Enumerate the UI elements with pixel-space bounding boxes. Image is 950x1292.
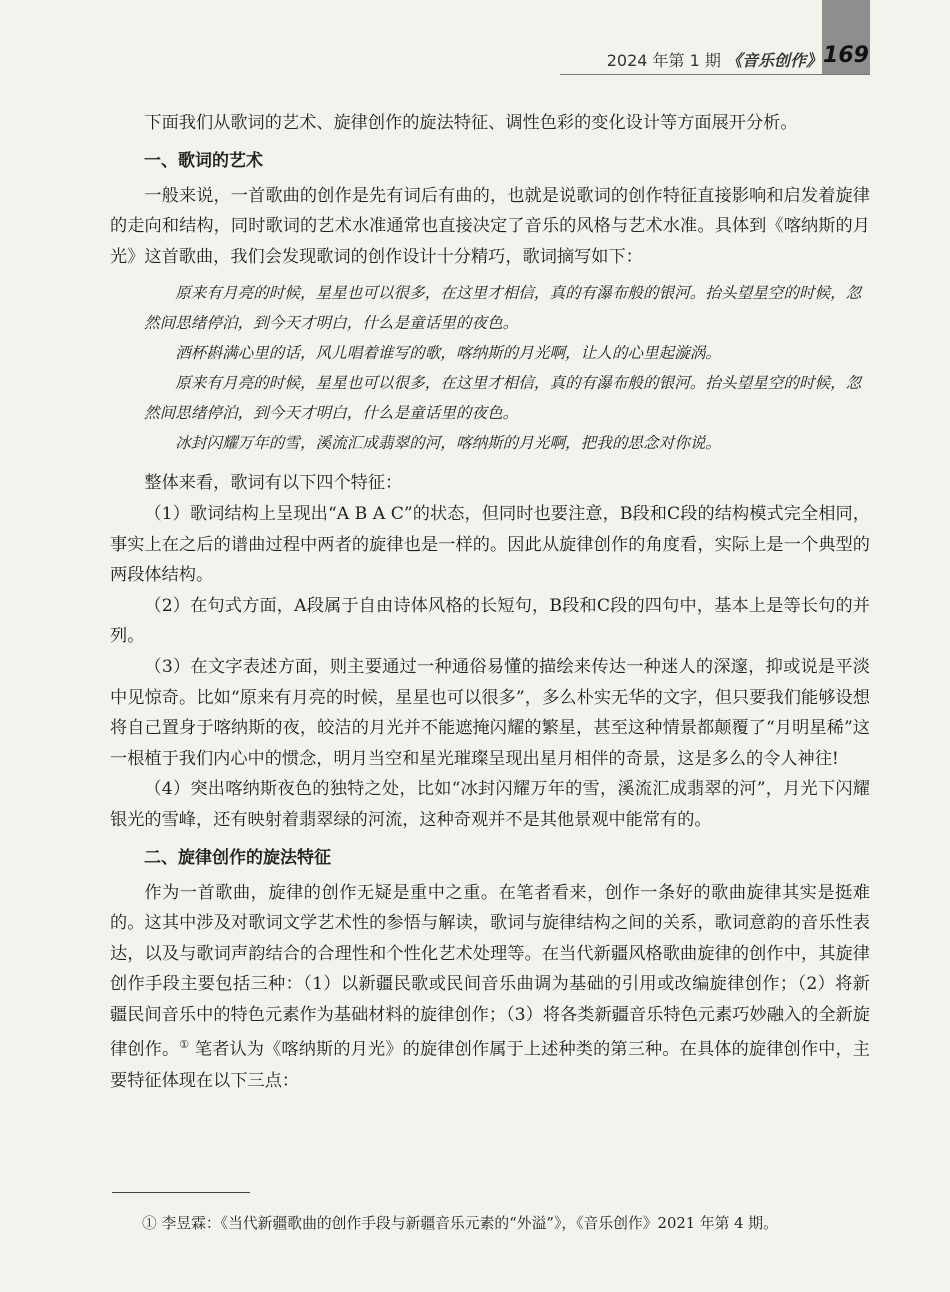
lyric-line: 冰封闪耀万年的雪，溪流汇成翡翠的河，喀纳斯的月光啊，把我的思念对你说。 bbox=[175, 434, 721, 453]
page-header bbox=[0, 0, 950, 82]
issue-label: 2024 年第 1 期 bbox=[606, 51, 721, 70]
section2-text-b: 笔者认为《喀纳斯的月光》的旋律创作属于上述种类的第三种。在具体的旋律创作中，主要特征体现在以下三点： bbox=[110, 1040, 870, 1091]
intro-paragraph: 下面我们从歌词的艺术、旋律创作的旋法特征、调性色彩的变化设计等方面展开分析。 bbox=[144, 113, 798, 133]
lyric-line: 原来有月亮的时候，星星也可以很多，在这里才相信，真的有瀑布般的银河。抬头望星空的时候，忽然间思绪停泊，到今天才明白，什么是童话里的夜色。 bbox=[144, 284, 862, 333]
feature-point-1: （1）歌词结构上呈现出“A B A C”的状态，但同时也要注意，B段和C段的结构模式完全相同，事实上在之后的谱曲过程中两者的旋律也是一样的。因此从旋律创作的角度看，实际上是一个典型的两段体结构。 bbox=[110, 503, 870, 586]
section-heading-1: 一、歌词的艺术 bbox=[144, 150, 263, 171]
feature-point-4: （4）突出喀纳斯夜色的独特之处，比如“冰封闪耀万年的雪，溪流汇成翡翠的河”，月光下闪耀银光的雪峰，还有映射着翡翠绿的河流，这种奇观并不是其他景观中能常有的。 bbox=[110, 779, 870, 830]
lyric-line: 酒杯斟满心里的话，风儿唱着谁写的歌，喀纳斯的月光啊，让人的心里起漩涡。 bbox=[175, 344, 721, 363]
article-body bbox=[110, 108, 870, 1096]
header-rule bbox=[560, 74, 870, 75]
page-number-tab bbox=[822, 0, 870, 74]
lyric-line: 原来有月亮的时候，星星也可以很多，在这里才相信，真的有瀑布般的银河。抬头望星空的时候，忽然间思绪停泊，到今天才明白，什么是童话里的夜色。 bbox=[144, 374, 862, 423]
feature-point-3: （3）在文字表述方面，则主要通过一种通俗易懂的描绘来传达一种迷人的深邃，抑或说是平淡中见惊奇。比如“原来有月亮的时候，星星也可以很多”，多么朴实无华的文字，但只要我们能够设想将自己置身于喀纳斯的夜，皎洁的月光并不能遮掩闪耀的繁星，甚至这种情景都颠覆了“月明星稀”这一根植于我们内心中的惯念，明月当空和星光璀璨呈现出星月相伴的奇景，这是多么的令人神往! bbox=[110, 656, 870, 769]
page-number: 169 bbox=[823, 43, 869, 68]
section2-paragraph bbox=[110, 878, 870, 1097]
footnote-rule bbox=[112, 1192, 250, 1193]
summary-paragraph: 整体来看，歌词有以下四个特征： bbox=[144, 473, 403, 494]
section1-paragraph: 一般来说，一首歌曲的创作是先有词后有曲的，也就是说歌词的创作特征直接影响和启发着旋律的走向和结构，同时歌词的艺术水准通常也直接决定了音乐的风格与艺术水准。具体到《喀纳斯的月光》这首歌曲，我们会发现歌词的创作设计十分精巧，歌词摘写如下： bbox=[110, 185, 870, 267]
section2-text-a: 作为一首歌曲，旋律的创作无疑是重中之重。在笔者看来，创作一条好的歌曲旋律其实是挺难的。这其中涉及对歌词文学艺术性的参悟与解读，歌词与旋律结构之间的关系，歌词意韵的音乐性表达，以及与歌词声韵结合的合理性和个性化艺术处理等。在当代新疆风格歌曲旋律的创作中，其旋律创作手段主要包括三种：（1）以新疆民歌或民间音乐曲调为基础的引用或改编旋律创作；（2）将新疆民间音乐中的特色元素作为基础材料的旋律创作；（3）将各类新疆音乐特色元素巧妙融入的全新旋律创作。 bbox=[110, 882, 870, 1061]
footnote: ① 李昱霖：《当代新疆歌曲的创作手段与新疆音乐元素的“外溢”》，《音乐创作》2021 年第 4 期。 bbox=[142, 1215, 778, 1232]
section-heading-2: 二、旋律创作的旋法特征 bbox=[144, 847, 331, 868]
running-header bbox=[607, 48, 822, 71]
journal-title: 《音乐创作》 bbox=[725, 51, 822, 70]
lyrics-block bbox=[110, 278, 870, 458]
footnote-marker[interactable]: ① bbox=[179, 1038, 190, 1052]
feature-point-2: （2）在句式方面，A段属于自由诗体风格的长短句，B段和C段的四句中，基本上是等长句的并列。 bbox=[110, 595, 870, 647]
